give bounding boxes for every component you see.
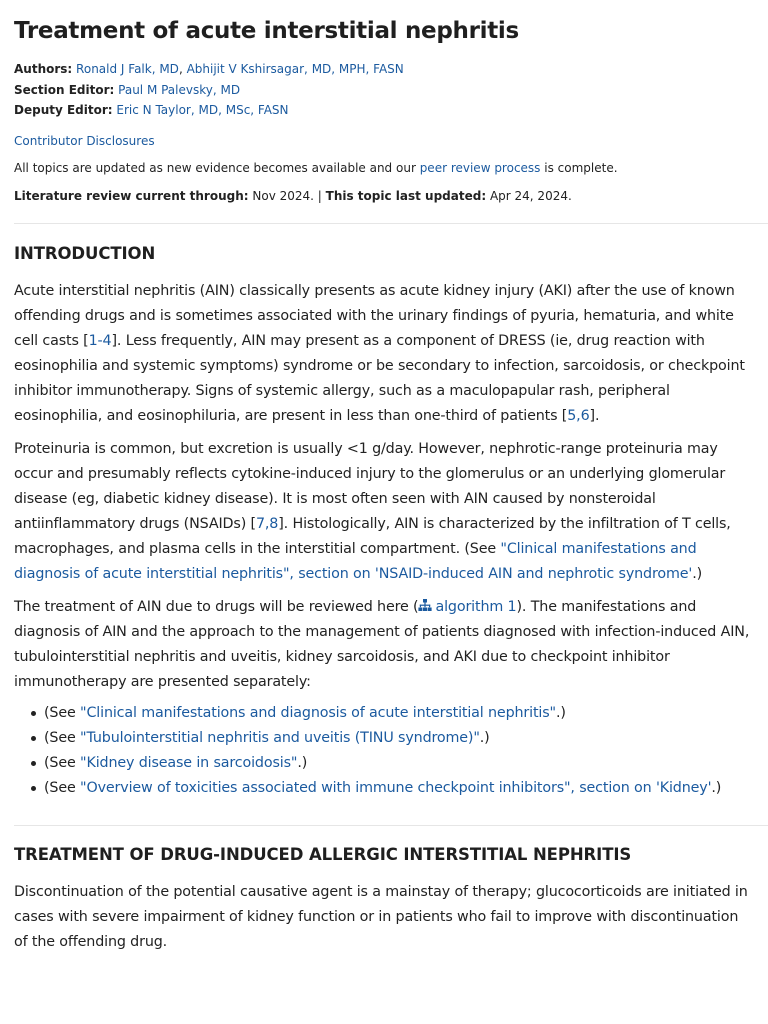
- review-dates: [14, 188, 754, 204]
- section-editor-link[interactable]: Paul M Palevsky, MD: [118, 82, 241, 97]
- deputy-editor-line: [14, 100, 754, 121]
- intro-paragraph-1: Acute interstitial nephritis (AIN) classically presents as acute kidney injury (AKI) after the use of known offending drugs and is sometimes associated with the urinary findings of pyuria, hematuria, and white cell casts [1-4]. Less frequently, AIN may present as a component of DRESS (ie, drug reaction with eosinophilia and systemic symptoms) syndrome or be secondary to infection, sarcoidosis, or checkpoint inhibitor immunotherapy. Signs of systemic allergy, such as a maculopapular rash, peripheral eosinophilia, and eosinophiluria, are present in less than one-third of patients [5,6].: [14, 282, 745, 424]
- topic-link-sarcoidosis[interactable]: "Kidney disease in sarcoidosis": [80, 754, 298, 771]
- deputy-editor-label: Deputy Editor:: [14, 103, 113, 117]
- lit-review-value: Nov 2024. |: [248, 188, 326, 203]
- author-link-falk[interactable]: Ronald J Falk, MD: [76, 62, 179, 76]
- lit-review-label: Literature review current through:: [14, 188, 249, 203]
- topic-link-tinu[interactable]: "Tubulointerstitial nephritis and uveitis (TINU syndrome)": [80, 729, 480, 746]
- topic-link-ain-diagnosis[interactable]: "Clinical manifestations and diagnosis of acute interstitial nephritis": [80, 704, 556, 721]
- section-editor-line: [14, 80, 754, 101]
- page-title: Treatment of acute interstitial nephritis: [14, 18, 519, 44]
- list-item: (See "Overview of toxicities associated with immune checkpoint inhibitors", section on 'Kidney'.): [44, 776, 754, 801]
- contributor-disclosures-link[interactable]: Contributor Disclosures: [14, 133, 155, 148]
- topic-link-checkpoint-toxicities[interactable]: "Overview of toxicities associated with immune checkpoint inhibitors", section on 'Kidney': [80, 779, 712, 796]
- deputy-editor-link[interactable]: Eric N Taylor, MD, MSc, FASN: [116, 103, 289, 117]
- list-item: (See "Tubulointerstitial nephritis and uveitis (TINU syndrome)".): [44, 726, 754, 751]
- last-updated-value: Apr 24, 2024.: [486, 188, 572, 203]
- peer-review-link[interactable]: peer review process: [419, 160, 541, 175]
- reference-link-7-8[interactable]: 7,8: [255, 515, 279, 532]
- algorithm-link[interactable]: algorithm 1: [418, 599, 516, 615]
- reference-link-1-4[interactable]: 1-4: [88, 332, 112, 349]
- disclosures-line: [14, 133, 754, 149]
- list-item: (See "Clinical manifestations and diagnosis of acute interstitial nephritis".): [44, 701, 754, 726]
- last-updated-label: This topic last updated:: [325, 188, 487, 203]
- divider: [14, 223, 768, 224]
- section-editor-label: Section Editor:: [14, 82, 115, 97]
- list-item: (See "Kidney disease in sarcoidosis".): [44, 751, 754, 776]
- authors-line: Authors: Ronald J Falk, MD, Abhijit V Kshirsagar, MD, MPH, FASN: [14, 62, 404, 76]
- reference-link-5-6[interactable]: 5,6: [567, 407, 590, 424]
- see-also-list: [14, 701, 754, 801]
- section-heading-introduction: INTRODUCTION: [14, 243, 156, 263]
- author-link-kshirsagar[interactable]: Abhijit V Kshirsagar, MD, MPH, FASN: [186, 62, 404, 76]
- topic-link-ain-nsaid[interactable]: "Clinical manifestations and diagnosis of acute interstitial nephritis", section on 'NSAID-induced AIN and nephrotic syndrome': [14, 540, 697, 582]
- treatment-paragraph-1: Discontinuation of the potential causative agent is a mainstay of therapy; glucocorticoids are initiated in cases with severe impairment of kidney function or in patients who fail to improve with discontinuation of the offending drug.: [14, 883, 748, 950]
- article-metadata: [14, 59, 754, 121]
- divider: [14, 825, 768, 826]
- update-note: All topics are updated as new evidence becomes available and our peer review process is complete.: [14, 160, 618, 175]
- intro-paragraph-2: Proteinuria is common, but excretion is usually <1 g/day. However, nephrotic-range proteinuria may occur and presumably reflects cytokine-induced injury to the glomerulus or an underlying glomerular disease (eg, diabetic kidney disease). It is most often seen with AIN caused by nonsteroidal antiinflammatory drugs (NSAIDs) [7,8]. Histologically, AIN is characterized by the infiltration of T cells, macrophages, and plasma cells in the interstitial compartment. (See "Clinical manifestations and diagnosis of acute interstitial nephritis", section on 'NSAID-induced AIN and nephrotic syndrome'.): [14, 440, 731, 582]
- algorithm-icon: [418, 599, 432, 612]
- intro-paragraph-3: The treatment of AIN due to drugs will be reviewed here ( algorithm 1). The manifestations and diagnosis of AIN and the approach to the management of patients diagnosed with infection-induced AIN, tubulointerstitial nephritis and uveitis, kidney sarcoidosis, and AKI due to checkpoint inhibitor immunotherapy are presented separately:: [14, 598, 750, 690]
- authors-label: Authors:: [14, 62, 73, 76]
- section-heading-treatment: TREATMENT OF DRUG-INDUCED ALLERGIC INTERSTITIAL NEPHRITIS: [14, 844, 632, 864]
